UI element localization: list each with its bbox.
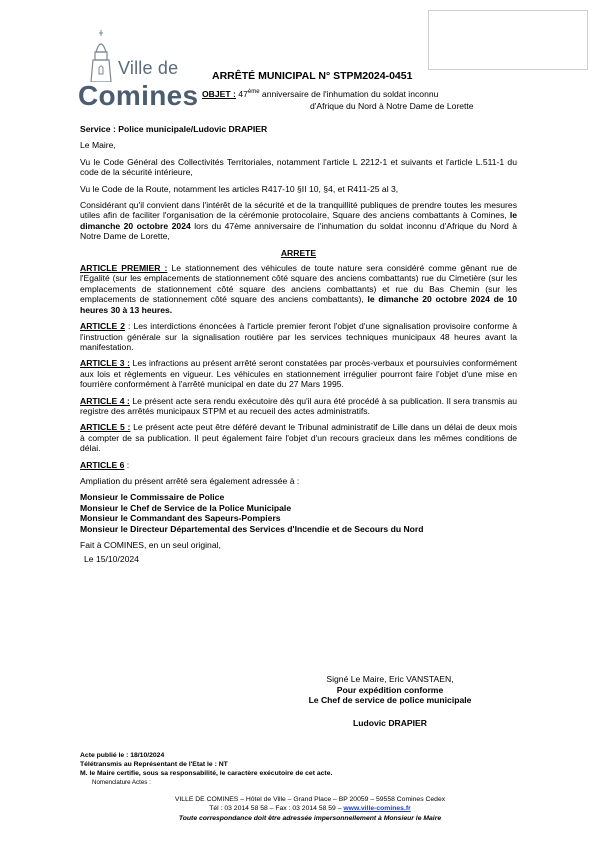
signature-line-1: Signé Le Maire, Eric VANSTAEN, [326, 674, 454, 684]
article-2 [80, 321, 517, 352]
article-1 [80, 263, 517, 315]
recipient-item: Monsieur le Chef de Service de la Police Municipale [80, 502, 292, 513]
publie-line: Acte publié le : 18/10/2024 [80, 752, 165, 759]
signature-name: Ludovic DRAPIER [352, 717, 427, 728]
church-tower-icon [84, 30, 118, 82]
article-5-text: Le présent acte peut être déféré devant le Tribunal administratif de Lille dans un délai de deux mois à compter de sa publication. Il peut également faire l'objet d'un recours gracieux dans les mêmes conditions de délai. [80, 422, 518, 454]
vu-paragraph-2: Vu le Code de la Route, notamment les articles R417-10 §II 10, §4, et R411-25 al 3, [80, 183, 399, 194]
article-4 [80, 396, 517, 417]
article-1-text: Le stationnement des véhicules de toute nature sera considéré comme gênant rue de l'Egalité (sur les emplacements de stationnement côté square des anciens combattants) rue du Cimetière (sur les emplacements de stationnement côté square des anciens combattants) et rue du Bas Chemin (sur les emplacements de stationnement côté square des anciens combattants), [80, 263, 517, 305]
nomenclature-line: Nomenclature Actes : [92, 779, 151, 786]
le-maire: Le Maire, [80, 140, 116, 151]
article-1-bold: le dimanche 20 octobre 2024 de 10 heures 30 à 13 heures. [80, 294, 517, 315]
teletransmis-line: Télétransmis au Représentant de l'Etat le : NT [80, 761, 228, 768]
recipients-list [80, 492, 517, 534]
logo-comines: Comines [78, 80, 199, 111]
publication-footer [80, 751, 550, 787]
considerant-pre: Considérant qu'il convient dans l'intérêt de la sécurité et de la tranquillité publiques de prendre toutes les mesures utiles afin de faciliter l'organisation de la cérémonie protocolaire, Square des anciens combattants à Comines, [80, 200, 517, 221]
article-5-label: ARTICLE 5 : [80, 422, 131, 433]
article-1-label: ARTICLE PREMIER : [80, 263, 168, 274]
website-link[interactable]: www.ville-comines.fr [343, 805, 411, 813]
contact-footer [60, 795, 560, 823]
objet-label: OBJET : [202, 88, 236, 99]
considerant-date: le dimanche 20 octobre 2024 [80, 210, 517, 231]
reception-stamp-box [428, 10, 588, 70]
document-title: ARRÊTÉ MUNICIPAL N° STPM2024-0451 [212, 70, 413, 82]
recipient-item: Monsieur le Commandant des Sapeurs-Pompiers [80, 513, 281, 524]
considerant-paragraph [80, 200, 517, 242]
vu-paragraph-1: Vu le Code Général des Collectivités Territoriales, notamment l'article L 2212-1 et suivants et l'article L.511-1 du code de la sécurité intérieure, [80, 156, 517, 178]
article-6-label: ARTICLE 6 [80, 459, 125, 470]
article-3-label: ARTICLE 3 : [80, 358, 130, 369]
signature-line-3: Le Chef de service de police municipale [308, 695, 472, 706]
article-4-text: Le présent acte sera rendu exécutoire dès qu'il aura été procédé à sa publication. Il sera transmis au registre des arrêtés municipaux STPM et au recueil des actes administratifs. [80, 395, 518, 416]
fait-line: Fait à COMINES, en un seul original, [80, 540, 221, 550]
correspondance-line: Toute correspondance doit être adressée impersonnellement à Monsieur le Maire [178, 814, 442, 822]
signature-block [240, 674, 540, 728]
ville-de-comines-logo [76, 28, 199, 111]
article-2-text: : Les interdictions énoncées à l'article premier feront l'objet d'une signalisation provisoire conforme à l'instruction générale sur la signalisation routière par les services techniques municipaux 48 heures avant la manifestation. [80, 321, 518, 352]
certifie-line: M. le Maire certifie, sous sa responsabilité, le caractère exécutoire de cet acte. [80, 770, 333, 777]
article-3-text: Les infractions au présent arrêté seront constatées par procès-verbaux et poursuivies conformément aux lois et règlements en vigueur. Les véhicules en stationnement irrégulier pourront faire l'objet d'une mise en fourrière conformément à l'arrêté municipal en date du 27 Mars 1995. [80, 358, 518, 390]
ampliation-line: Ampliation du présent arrêté sera également adressée à : [80, 475, 300, 486]
phone-line [60, 804, 560, 813]
arrete-heading: ARRETE [280, 247, 317, 258]
date-line: Le 15/10/2024 [84, 554, 139, 565]
article-4-label: ARTICLE 4 : [80, 395, 130, 406]
objet-text-pre: 47 [235, 88, 248, 99]
address-line: VILLE DE COMINES – Hôtel de Ville – Grand Place – BP 20059 – 59558 Comines Cedex [174, 796, 446, 803]
signature-line-2: Pour expédition conforme [336, 684, 444, 695]
logo-ville-de: Ville de [118, 58, 179, 78]
objet-text-line2: d'Afrique du Nord à Notre Dame de Lorette [310, 100, 474, 111]
objet-block [202, 86, 562, 112]
objet-text-post: anniversaire de l'inhumation du soldat inconnu [259, 88, 439, 99]
recipient-item: Monsieur le Commissaire de Police [80, 492, 225, 503]
considerant-post: lors du 47ème anniversaire de l'inhumation du soldat inconnu d'Afrique du Nord à Notre Dame de Lorette, [80, 220, 517, 242]
article-3 [80, 358, 517, 389]
article-2-label: ARTICLE 2 [80, 321, 126, 332]
article-5 [80, 422, 517, 453]
article-6 [80, 460, 517, 470]
recipient-item: Monsieur le Directeur Départemental des Services d'Incendie et de Secours du Nord [80, 523, 424, 534]
service-line: Service : Police municipale/Ludovic DRAPIER [80, 124, 268, 134]
article-6-text: : [124, 459, 130, 470]
objet-text-sup: ème [247, 89, 260, 95]
document-body [80, 124, 517, 565]
phone-text: Tél : 03 2014 58 58 – Fax : 03 2014 58 59 – [209, 805, 344, 813]
